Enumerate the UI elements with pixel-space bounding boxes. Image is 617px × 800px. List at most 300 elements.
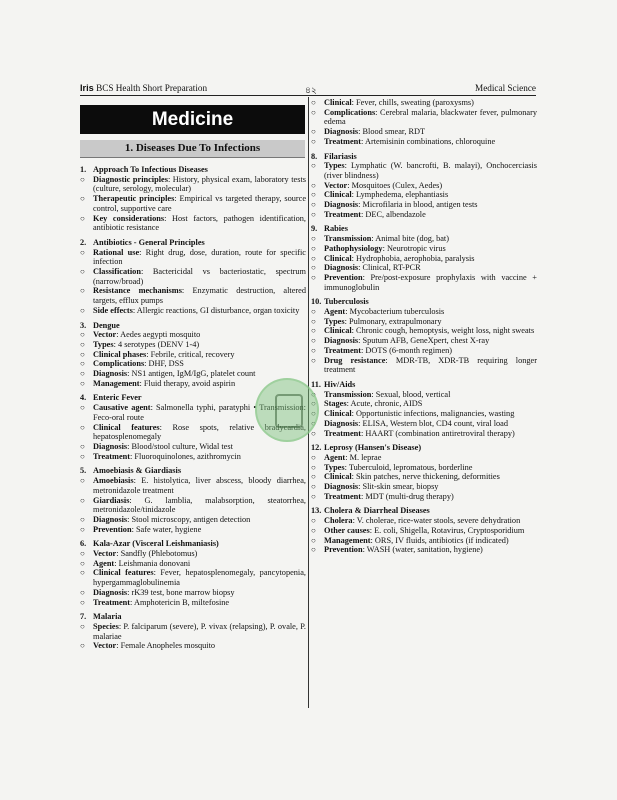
bullet-icon: ○ [311,136,316,146]
list-item [311,273,537,292]
bullet-icon: ○ [311,535,316,545]
item-text: : Lymphatic (W. bancrofti, B. malayi), Onchocerciasis (river blindness) [324,161,537,180]
topic-title [311,224,537,234]
topic-number: 8. [311,151,318,161]
topic-heading-text: Hiv/Aids [324,379,356,389]
bullet-icon: ○ [80,441,85,451]
bullet-icon: ○ [311,491,316,501]
list-item [80,549,306,559]
item-label: Types [324,462,345,472]
item-text: : Hydrophobia, aerophobia, paralysis [351,253,475,263]
page-header [80,83,536,96]
bullet-icon: ○ [311,345,316,355]
list-item [311,200,537,210]
bullet-icon: ○ [80,349,85,359]
topic-number: 10. [311,297,322,307]
topic-block [311,380,537,438]
topic-number: 6. [80,539,87,549]
topic-number: 9. [311,224,318,234]
topic-list [80,622,306,651]
item-label: Treatment [324,491,362,501]
item-text: : Blood/stool culture, Widal test [127,441,233,451]
list-item [311,536,537,546]
bullet-icon: ○ [80,476,85,486]
header-subject: Medical Science [475,83,536,93]
page-number: ৪২ [305,85,317,95]
list-item [80,267,306,286]
topic-number: 11. [311,379,321,389]
item-text: : Artemisinin combinations, chloroquine [361,136,496,146]
section-heading: 1. Diseases Due To Infections [80,140,305,158]
item-text: : Amphotericin B, miltefosine [130,597,230,607]
item-label: Key considerations [93,213,165,223]
item-label: Diagnosis [93,514,128,524]
item-text: : Lymphedema, elephantiasis [351,190,449,200]
item-text: : Sexual, blood, vertical [371,389,451,399]
list-item [80,330,306,340]
topic-title [311,152,537,162]
bullet-icon: ○ [311,243,316,253]
bullet-icon: ○ [80,194,85,204]
item-text: : Clinical, RT-PCR [358,263,421,273]
item-text: : Host factors, pathogen identification, antibiotic resistance [93,213,306,233]
item-label: Vector [93,549,117,559]
item-text: : Chronic cough, hemoptysis, weight loss, night sweats [351,326,535,336]
item-label: Drug resistance [324,355,386,365]
item-label: Agent [93,558,115,568]
topic-heading-text: Filariasis [324,151,357,161]
list-item [311,244,537,254]
bullet-icon: ○ [311,107,316,117]
bullet-icon: ○ [80,568,85,578]
bullet-icon: ○ [80,422,85,432]
topic-title [80,238,306,248]
item-label: Diagnosis [324,418,359,428]
item-text: : HAART (combination antiretroviral therapy) [361,428,515,438]
list-item [311,336,537,346]
bullet-icon: ○ [311,452,316,462]
item-label: Clinical [324,253,352,263]
topic-number: 4. [80,393,87,403]
item-label: Complications [93,359,145,369]
item-text: : Stool microscopy, antigen detection [127,514,251,524]
item-label: Rational use [93,247,140,257]
topic-number: 3. [80,320,87,330]
topic-list [80,476,306,534]
item-text: : Female Anopheles mosquito [116,641,216,651]
bullet-icon: ○ [80,267,85,277]
item-label: Prevention [324,545,363,555]
item-text: : G. lamblia, malabsorption, steatorrhea, metronidazole/tinidazole [93,495,306,515]
item-label: Diagnosis [93,441,128,451]
bullet-icon: ○ [311,263,316,273]
list-item [311,190,537,200]
topic-title [80,165,306,175]
item-text: : Febrile, critical, recovery [146,349,235,359]
topic-heading-text: Antibiotics - General Principles [93,237,205,247]
item-text: : DOTS (6-month regimen) [361,345,453,355]
item-text: : Neurotropic virus [382,243,446,253]
item-label: Cholera [324,516,353,526]
list-item [311,429,537,439]
list-item [311,463,537,473]
topic-heading-text: Approach To Infectious Diseases [93,165,208,174]
bullet-icon: ○ [80,378,85,388]
topic-title [80,466,306,476]
item-label: Treatment [93,597,131,607]
item-text: : Mosquitoes (Culex, Aedes) [347,180,443,190]
item-text: : History, physical exam, laboratory tests (culture, serology, molecular) [93,174,306,194]
item-label: Treatment [324,136,362,146]
list-item [311,181,537,191]
list-item [311,98,537,108]
item-text: : Allergic reactions, GI disturbance, organ toxicity [132,305,300,315]
list-item [80,496,306,515]
bullet-icon: ○ [311,409,316,419]
bullet-icon: ○ [80,641,85,651]
bullet-icon: ○ [80,174,85,184]
bullet-icon: ○ [80,524,85,534]
topic-heading-text: Leprosy (Hansen's Disease) [324,443,422,453]
bullet-icon: ○ [311,253,316,263]
item-text: : Tuberculoid, lepromatous, borderline [344,462,473,472]
item-text: : Pre/post-exposure prophylaxis with vaccine + immunoglobulin [324,272,537,292]
item-label: Pathophysiology [324,243,383,253]
topic-number: 5. [80,466,87,476]
bullet-icon: ○ [80,558,85,568]
list-item [311,472,537,482]
list-item [80,286,306,305]
item-label: Prevention [324,272,363,282]
item-label: Clinical [324,326,352,336]
watermark-logo [255,378,319,442]
topic-block [80,238,306,316]
list-item [311,161,537,180]
item-label: Classification [93,267,141,277]
item-label: Vector [93,641,117,651]
topic-block [311,152,537,220]
topic-number: 2. [80,237,87,247]
item-label: Diagnostic principles [93,174,168,184]
item-text: : Empirical vs targeted therapy, source control, supportive care [93,194,306,213]
item-text: : Bactericidal vs bacteriostatic, spectrum (narrow/broad) [93,267,306,286]
topic-title [80,612,306,622]
list-item [311,356,537,375]
list-item [311,317,537,327]
list-item [80,598,306,608]
item-text: : Fever, hepatosplenomegaly, pancytopenia, hypergammaglobulinemia [93,568,306,588]
bullet-icon: ○ [311,516,316,526]
item-label: Transmission [324,389,372,399]
list-item [80,442,306,452]
list-item [311,108,537,127]
list-item [311,453,537,463]
item-text: : Salmonella typhi, paratyphi • Transmission: Feco-oral route [93,403,306,422]
chapter-title: Medicine [80,105,305,134]
topic-title [311,443,537,453]
list-item [311,419,537,429]
bullet-icon: ○ [80,451,85,461]
header-book-title: Iris BCS Health Short Preparation [80,83,208,93]
item-label: Diagnosis [324,336,359,346]
list-item [80,214,306,233]
bullet-icon: ○ [311,316,316,326]
bullet-icon: ○ [311,190,316,200]
item-text: : V. cholerae, rice-water stools, severe dehydration [352,516,521,526]
bullet-icon: ○ [80,213,85,223]
item-text: : E. histolytica, liver abscess, bloody diarrhea, metronidazole treatment [93,476,306,495]
bullet-icon: ○ [311,472,316,482]
topic-heading-text: Kala-Azar (Visceral Leishmaniasis) [93,539,219,549]
item-text: : NS1 antigen, IgM/IgG, platelet count [127,369,256,379]
topic-block [80,612,306,651]
list-item [80,194,306,213]
item-label: Diagnosis [324,482,359,492]
topic-number: 13. [311,506,322,516]
bullet-icon: ○ [311,355,316,365]
item-label: Causative agent [93,403,151,413]
topic-heading-text: Malaria [93,612,122,622]
topic-list [311,516,537,555]
topic-number: 1. [80,165,87,174]
item-label: Agent [324,307,346,317]
list-item [80,622,306,641]
topic-heading-text: Enteric Fever [93,393,142,403]
item-label: Treatment [324,209,362,219]
topic-list [311,234,537,292]
item-text: : Fluid therapy, avoid aspirin [139,378,236,388]
topic-block [311,224,537,292]
item-text: : E. coli, Shigella, Rotavirus, Cryptosporidium [369,525,525,535]
list-item [311,263,537,273]
bullet-icon: ○ [311,525,316,535]
item-label: Therapeutic principles [93,194,175,204]
item-label: Diagnosis [324,200,359,210]
list-item [311,492,537,502]
item-text: : DEC, albendazole [361,209,426,219]
list-item [311,545,537,555]
bullet-icon: ○ [80,597,85,607]
bullet-icon: ○ [311,418,316,428]
topic-list [80,248,306,316]
bullet-icon: ○ [311,462,316,472]
list-item [311,234,537,244]
bullet-icon: ○ [311,272,316,282]
item-text: : WASH (water, sanitation, hygiene) [362,545,483,555]
bullet-icon: ○ [80,403,85,413]
item-text: : Blood smear, RDT [358,127,426,137]
list-item [311,137,537,147]
item-text: : Opportunistic infections, malignancies, wasting [351,409,515,419]
item-text: : Aedes aegypti mosquito [116,330,201,340]
item-label: Other causes [324,525,370,535]
item-label: Clinical [324,190,352,200]
item-text: : Rose spots, relative bradycardia, hepatosplenomegaly [93,422,306,442]
bullet-icon: ○ [311,161,316,171]
topic-heading-text: Rabies [324,224,348,234]
topic-list [311,453,537,502]
item-label: Clinical features [93,422,160,432]
list-item [311,399,537,409]
list-item [311,482,537,492]
list-item [311,409,537,419]
topic-list [80,330,306,388]
item-label: Clinical phases [93,349,147,359]
item-text: : Mycobacterium tuberculosis [345,307,445,317]
bullet-icon: ○ [80,495,85,505]
list-item [80,340,306,350]
item-text: : ORS, IV fluids, antibiotics (if indicated) [370,535,509,545]
list-item [80,248,306,267]
item-label: Agent [324,452,346,462]
item-text: : Enzymatic destruction, altered targets, efflux pumps [93,286,306,306]
item-text: : Right drug, dose, duration, route for specific infection [93,247,306,267]
item-label: Types [324,161,345,171]
topic-list [80,175,306,233]
topic-block [80,539,306,607]
bullet-icon: ○ [80,330,85,340]
item-text: : Fever, chills, sweating (paroxysms) [351,98,474,107]
item-label: Clinical [324,98,352,107]
topic-block [311,443,537,501]
bullet-icon: ○ [80,549,85,559]
item-text: : MDR-TB, XDR-TB requiring longer treatment [324,355,537,375]
list-item [311,326,537,336]
bullet-icon: ○ [311,234,316,244]
bullet-icon: ○ [311,209,316,219]
item-label: Complications [324,107,376,117]
bullet-icon: ○ [80,369,85,379]
topic-number: 7. [80,612,87,622]
list-item [80,525,306,535]
item-text: : Animal bite (dog, bat) [371,234,449,244]
item-label: Vector [93,330,117,340]
bullet-icon: ○ [311,545,316,555]
topic-title [311,506,537,516]
list-item [311,526,537,536]
item-text: : Safe water, hygiene [131,524,202,534]
bullet-icon: ○ [311,399,316,409]
item-text: : MDT (multi-drug therapy) [361,491,454,501]
item-label: Amoebiasis [93,476,134,486]
topic-block [80,466,306,534]
topic-block [311,506,537,555]
topic-number: 12. [311,443,322,453]
item-label: Vector [324,180,348,190]
item-label: Diagnosis [93,369,128,379]
item-text: : rK39 test, bone marrow biopsy [127,587,235,597]
topic-list [311,307,537,375]
item-label: Diagnosis [324,263,359,273]
bullet-icon: ○ [80,359,85,369]
bullet-icon: ○ [80,305,85,315]
topic-list [311,161,537,219]
topic-list [80,549,306,607]
list-item [311,254,537,264]
item-text: : Pulmonary, extrapulmonary [344,316,442,326]
item-text: : Leishmania donovani [114,558,191,568]
item-text: : Fluoroquinolones, azithromycin [130,451,241,461]
list-item [311,516,537,526]
list-item [80,369,306,379]
bullet-icon: ○ [80,514,85,524]
bullet-icon: ○ [80,621,85,631]
item-label: Prevention [93,524,132,534]
item-label: Species [93,621,119,631]
bullet-icon: ○ [311,98,316,107]
list-item [80,359,306,369]
topic-title [80,539,306,549]
list-item [80,559,306,569]
item-text: : M. leprae [345,452,382,462]
list-item [311,127,537,137]
item-text: : Sandfly (Phlebotomus) [116,549,198,559]
bullet-icon: ○ [80,247,85,257]
list-item [311,307,537,317]
list-item [80,452,306,462]
item-text: : DHF, DSS [144,359,184,369]
list-item [311,390,537,400]
item-text: : 4 serotypes (DENV 1-4) [113,339,200,349]
item-text: : P. falciparum (severe), P. vivax (relapsing), P. ovale, P. malariae [93,621,306,641]
topic-block [311,297,537,375]
right-column [311,98,537,555]
bullet-icon: ○ [80,286,85,296]
item-label: Side effects [93,305,133,315]
topic-list [311,390,537,439]
list-item [80,476,306,495]
item-label: Giardiasis [93,495,130,505]
list-item [80,306,306,316]
malaria-continued-list [311,98,537,147]
topic-title [80,321,306,331]
topic-block [80,321,306,389]
bullet-icon: ○ [311,127,316,137]
list-item [80,175,306,194]
list-item [80,641,306,651]
item-label: Resistance mechanisms [93,286,182,296]
item-text: : Sputum AFB, GeneXpert, chest X-ray [358,336,490,346]
list-item [311,210,537,220]
item-label: Management [93,378,140,388]
item-text: : ELISA, Western blot, CD4 count, viral load [358,418,509,428]
item-label: Diagnosis [324,127,359,137]
list-item [80,350,306,360]
item-label: Clinical [324,409,352,419]
item-label: Diagnosis [93,587,128,597]
topic-heading-text: Amoebiasis & Giardiasis [93,466,182,476]
item-label: Types [93,339,114,349]
bullet-icon: ○ [311,180,316,190]
item-label: Clinical [324,472,352,482]
bullet-icon: ○ [311,307,316,317]
topic-heading-text: Dengue [93,320,120,330]
list-item [311,346,537,356]
item-label: Treatment [93,451,131,461]
bullet-icon: ○ [80,339,85,349]
item-label: Types [324,316,345,326]
item-label: Clinical features [93,568,154,578]
bullet-icon: ○ [311,200,316,210]
item-text: : Microfilaria in blood, antigen tests [358,200,478,210]
item-label: Treatment [324,345,362,355]
item-label: Treatment [324,428,362,438]
bullet-icon: ○ [80,587,85,597]
item-label: Stages [324,399,347,409]
topic-title [311,380,537,390]
list-item [80,588,306,598]
bullet-icon: ○ [311,336,316,346]
